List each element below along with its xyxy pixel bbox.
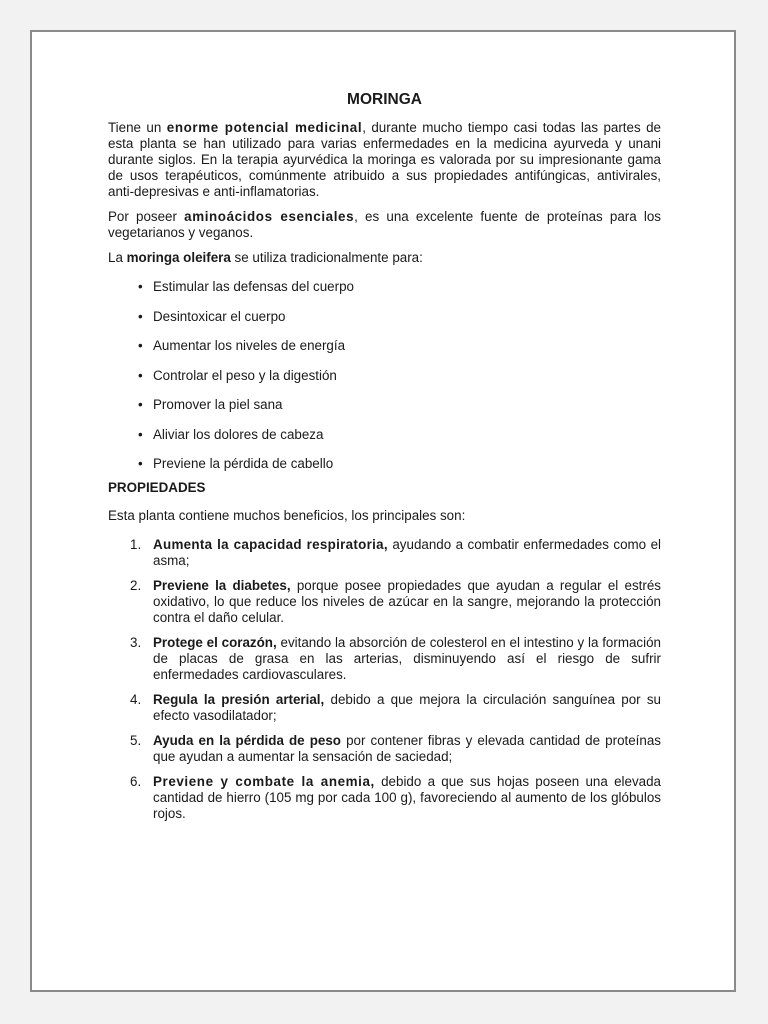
list-item [108, 537, 661, 569]
bullet-icon: • [138, 279, 143, 294]
bullet-icon: • [138, 426, 143, 442]
list-item [108, 774, 661, 822]
item-text: porque posee propiedades que ayudan a regular el estrés oxidativo, lo que reduce los niveles de azúcar en la sangre, mejorando la protección contra el daño celular. [153, 578, 661, 625]
item-text: evitando la absorción de colesterol en el intestino y la formación de placas de grasa en las arterias, disminuyendo así el riesgo de sufrir enfermedades cardiovasculares. [153, 635, 661, 682]
item-number: 1. [130, 537, 142, 552]
item-bold: Previene la diabetes, [153, 578, 291, 593]
list-item [108, 279, 661, 309]
bullet-icon: • [138, 397, 143, 412]
document-content [108, 90, 661, 831]
list-item [108, 427, 661, 457]
intro-post: , durante mucho tiempo casi todas las partes de esta planta se han utilizado para varias enfermedades en la medicina ayurveda y unani durante siglos. En la terapia ayurvédica la moringa es valorada por su impresionante gama de usos terapéuticos, comúnmente atribuido a sus propiedades antifúngicas, antivirales, anti-depresivas e anti-inflamatorias. [108, 120, 661, 199]
list-item-text: Aumentar los niveles de energía [153, 338, 346, 353]
item-number: 2. [130, 578, 142, 593]
bullet-icon: • [138, 456, 143, 471]
list-item [108, 456, 661, 476]
uses-intro-bold: moringa oleifera [126, 250, 231, 265]
bullet-icon: • [138, 367, 143, 383]
item-text: debido a que mejora la circulación sanguínea por su efecto vasodilatador; [153, 692, 661, 723]
list-item [108, 635, 661, 683]
list-item [108, 733, 661, 765]
item-bold: Previene y combate la anemia, [153, 774, 375, 789]
aminoacids-pre: Por poseer [108, 209, 185, 224]
item-text: por contener fibras y elevada cantidad de proteínas que ayudan a aumentar la sensación de saciedad; [153, 733, 661, 764]
bullet-icon: • [138, 308, 143, 324]
list-item-text: Promover la piel sana [153, 397, 283, 412]
item-bold: Ayuda en la pérdida de peso [153, 733, 341, 748]
properties-list [108, 537, 661, 822]
list-item-text: Aliviar los dolores de cabeza [153, 426, 324, 442]
item-bold: Protege el corazón, [153, 635, 277, 650]
list-item [108, 368, 661, 398]
intro-pre: Tiene un [108, 120, 167, 135]
item-number: 3. [130, 635, 142, 650]
list-item [108, 338, 661, 368]
uses-intro-post: se utiliza tradicionalmente para: [230, 250, 423, 265]
document-title: MORINGA [347, 91, 422, 108]
list-item-text: Estimular las defensas del cuerpo [153, 279, 354, 294]
list-item [108, 309, 661, 339]
aminoacids-paragraph [108, 209, 661, 241]
item-bold: Aumenta la capacidad respiratoria, [153, 537, 388, 552]
item-bold: Regula la presión arterial, [153, 692, 325, 707]
aminoacids-bold: aminoácidos esenciales [184, 209, 355, 224]
list-item [108, 578, 661, 626]
item-text: debido a que sus hojas poseen una elevada cantidad de hierro (105 mg por cada 100 g), favoreciendo al aumento de los glóbulos rojos. [153, 774, 661, 821]
item-number: 6. [130, 774, 142, 789]
list-item-text: Previene la pérdida de cabello [153, 456, 334, 471]
item-number: 4. [130, 692, 142, 707]
uses-intro-paragraph [108, 250, 661, 266]
item-text: ayudando a combatir enfermedades como el asma; [153, 537, 661, 568]
intro-bold: enorme potencial medicinal [166, 120, 363, 135]
list-item-text: Desintoxicar el cuerpo [153, 308, 286, 324]
uses-intro-pre: La [108, 250, 127, 265]
properties-heading: PROPIEDADES [108, 480, 206, 495]
item-number: 5. [130, 733, 142, 748]
properties-intro: Esta planta contiene muchos beneficios, los principales son: [108, 508, 466, 523]
bullet-icon: • [138, 338, 143, 353]
uses-list [108, 279, 661, 476]
list-item [108, 397, 661, 427]
intro-paragraph [108, 120, 661, 200]
document-page [30, 30, 736, 992]
list-item-text: Controlar el peso y la digestión [153, 367, 337, 383]
aminoacids-post: , es una excelente fuente de proteínas para los vegetarianos y veganos. [108, 209, 662, 240]
list-item [108, 692, 661, 724]
